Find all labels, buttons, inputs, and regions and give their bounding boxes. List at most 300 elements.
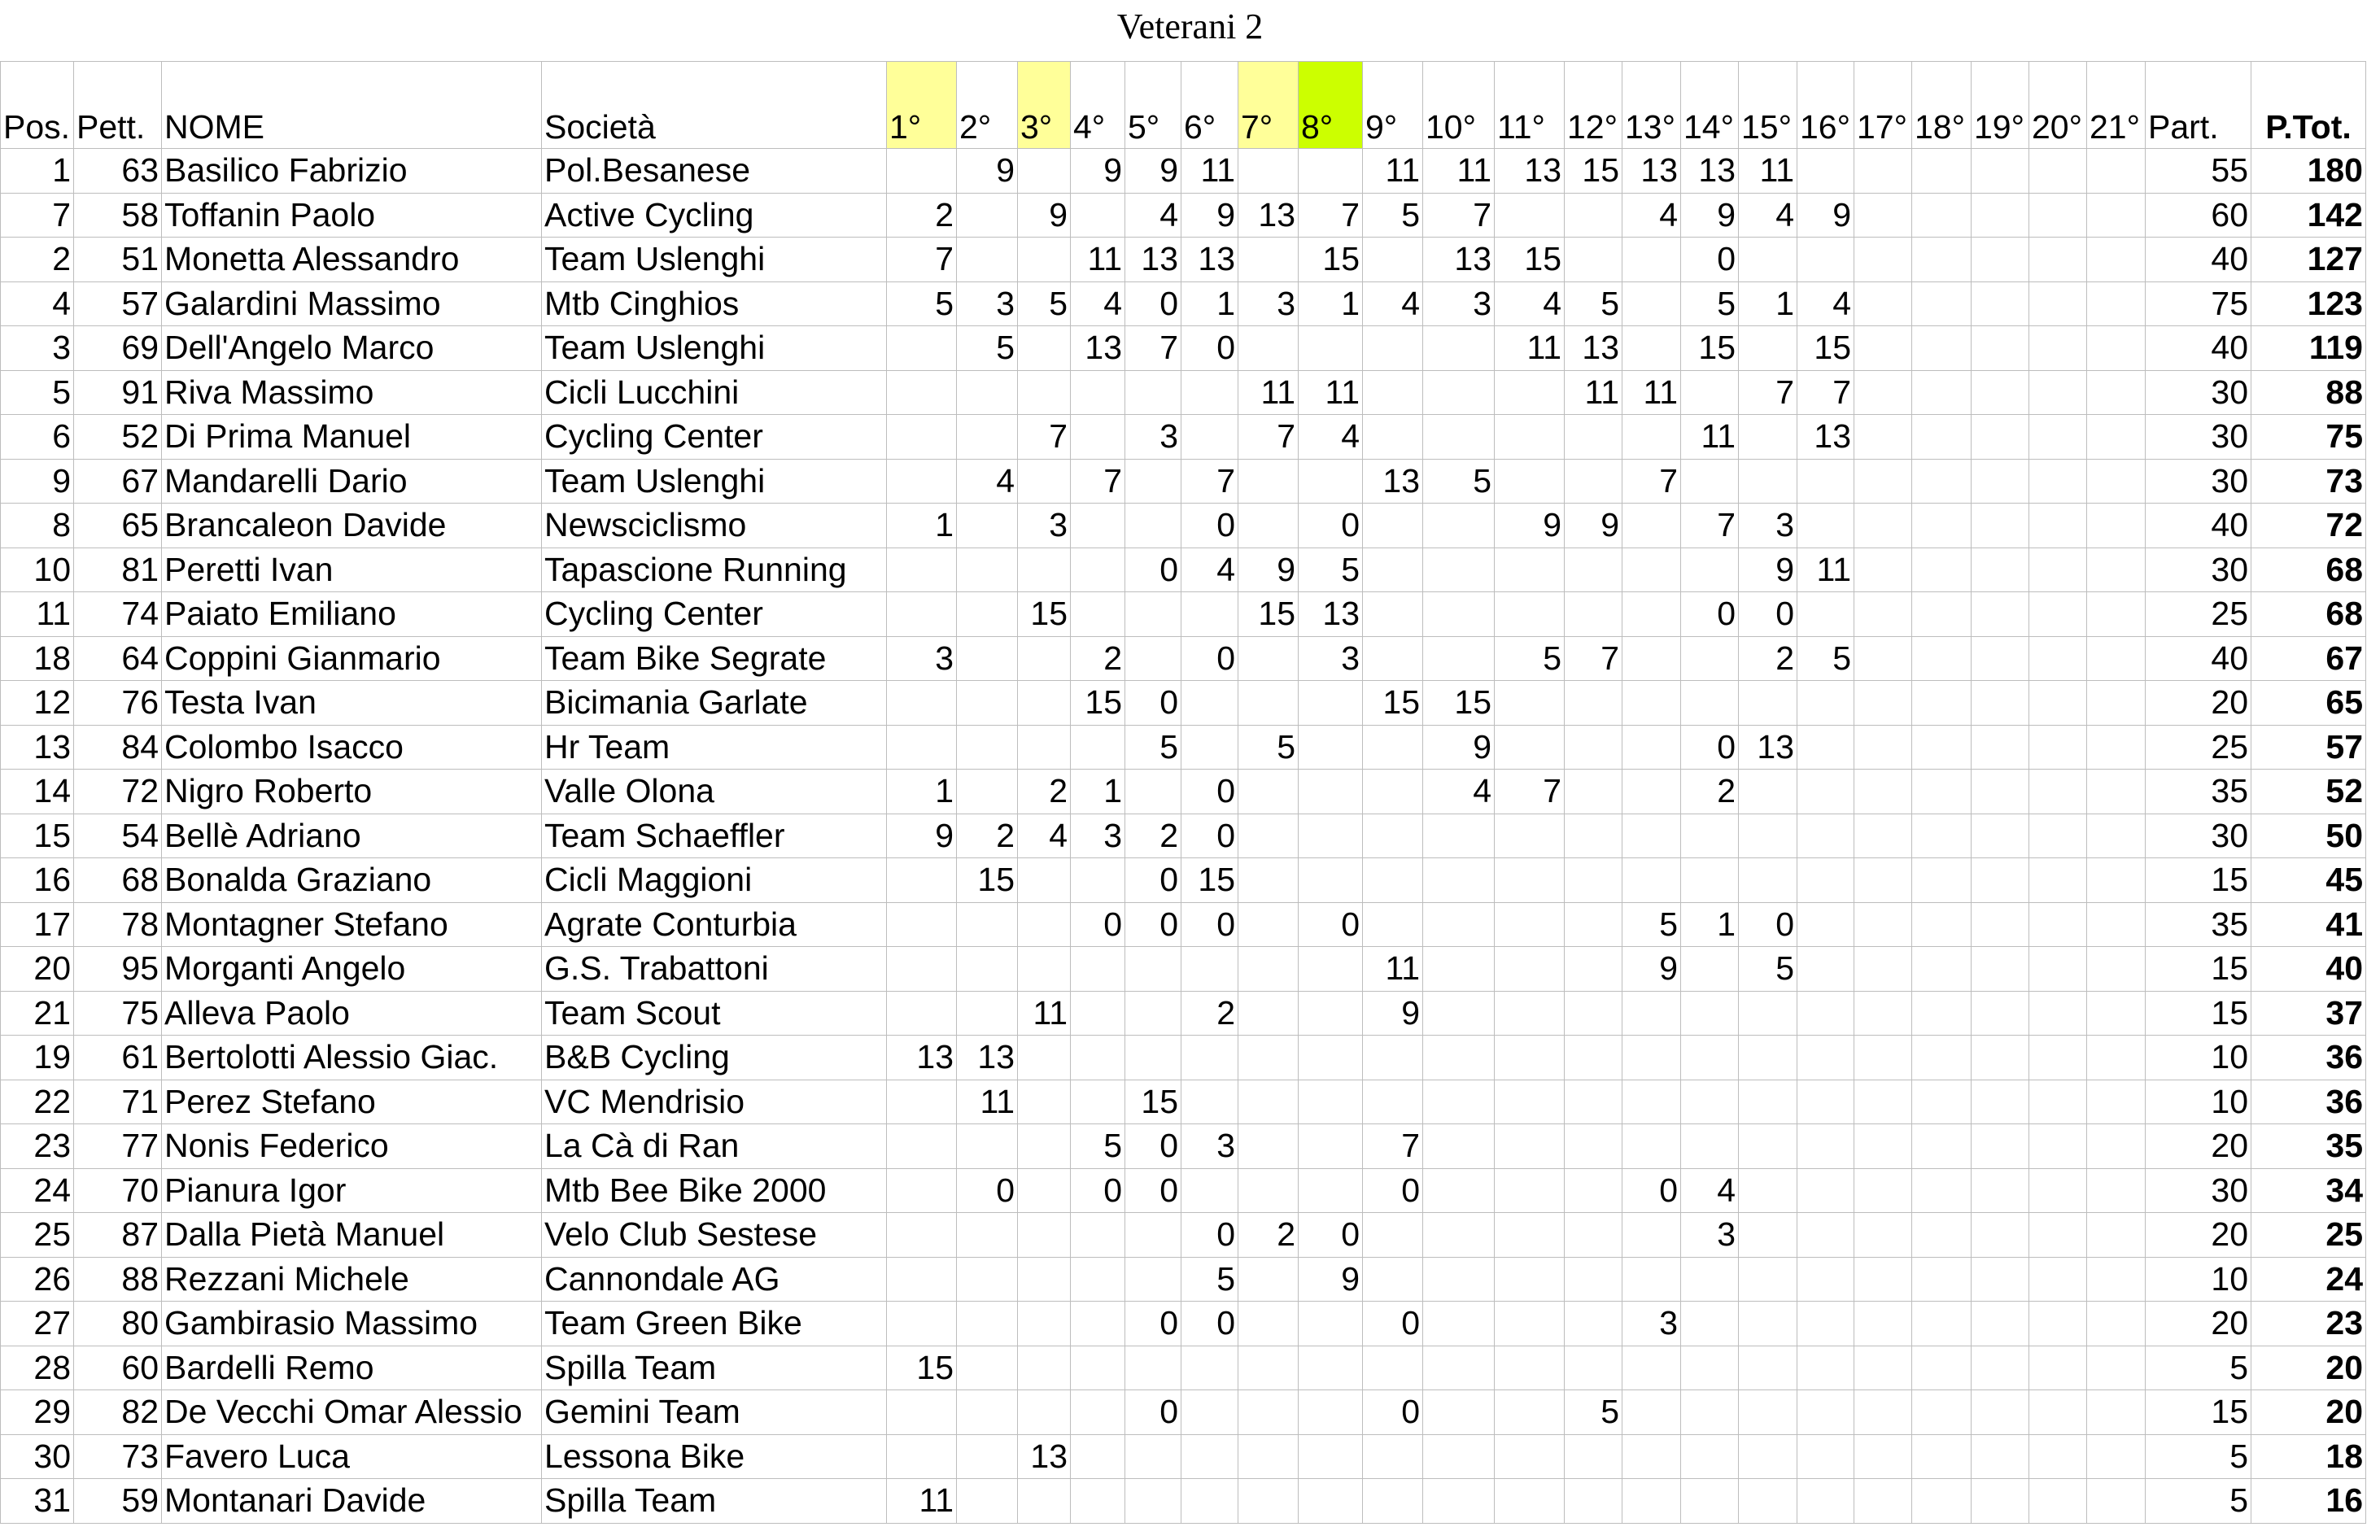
total-points-cell: 34 — [2251, 1168, 2366, 1213]
total-points-cell: 180 — [2251, 149, 2366, 194]
table-cell — [1681, 1479, 1739, 1524]
table-cell — [1299, 1390, 1363, 1435]
table-row — [1, 1434, 2366, 1479]
table-cell — [1363, 636, 1423, 681]
column-header: 9° — [1363, 62, 1423, 149]
table-cell — [1912, 149, 1972, 194]
table-cell — [1681, 1346, 1739, 1390]
table-cell — [1912, 1257, 1972, 1302]
table-cell — [2087, 725, 2146, 770]
table-cell: 11 — [1363, 947, 1423, 992]
table-cell — [1125, 770, 1181, 814]
table-cell — [1071, 1479, 1125, 1524]
table-cell — [1622, 1124, 1681, 1169]
table-cell — [1797, 858, 1854, 903]
table-cell — [1854, 238, 1912, 282]
table-cell: 27 — [1, 1302, 74, 1346]
table-cell: 2 — [1181, 991, 1238, 1036]
table-row — [1, 636, 2366, 681]
table-cell: 1 — [887, 770, 957, 814]
table-cell — [1972, 858, 2029, 903]
table-cell — [1495, 1036, 1565, 1080]
table-cell — [1238, 1257, 1299, 1302]
table-cell — [2087, 415, 2146, 460]
table-cell — [2029, 149, 2087, 194]
table-cell — [1972, 592, 2029, 637]
table-cell — [1912, 281, 1972, 326]
table-cell — [1125, 1213, 1181, 1258]
table-cell — [957, 238, 1018, 282]
table-cell — [1912, 193, 1972, 238]
table-cell: 0 — [1181, 636, 1238, 681]
table-cell: 0 — [1125, 1124, 1181, 1169]
table-cell — [2029, 902, 2087, 947]
standings-table — [0, 61, 2366, 1524]
table-cell — [1739, 1346, 1797, 1390]
table-cell — [1912, 370, 1972, 415]
rider-name-cell: Favero Luca — [162, 1434, 542, 1479]
table-cell — [1181, 1036, 1238, 1080]
rider-name-cell: Mandarelli Dario — [162, 459, 542, 504]
table-cell — [1854, 725, 1912, 770]
table-cell: 5 — [1565, 1390, 1622, 1435]
table-cell — [2029, 238, 2087, 282]
table-cell: 1 — [1, 149, 74, 194]
table-row — [1, 326, 2366, 371]
table-cell — [1912, 1302, 1972, 1346]
table-cell: 61 — [74, 1036, 162, 1080]
table-cell — [1797, 725, 1854, 770]
table-cell: 3 — [1, 326, 74, 371]
table-cell — [1912, 548, 1972, 592]
table-cell — [1972, 281, 2029, 326]
table-cell — [1972, 238, 2029, 282]
table-cell: 15 — [1299, 238, 1363, 282]
table-cell — [887, 681, 957, 726]
table-cell — [1622, 1257, 1681, 1302]
table-cell — [1912, 814, 1972, 858]
table-cell — [887, 459, 957, 504]
table-cell — [1972, 902, 2029, 947]
table-cell — [957, 504, 1018, 548]
table-cell — [1565, 1346, 1622, 1390]
table-cell — [957, 415, 1018, 460]
table-cell: 4 — [1495, 281, 1565, 326]
table-cell — [1912, 1390, 1972, 1435]
team-cell: Team Uslenghi — [542, 326, 887, 371]
table-cell — [1363, 1257, 1423, 1302]
table-cell: 11 — [1238, 370, 1299, 415]
table-cell: 7 — [1125, 326, 1181, 371]
table-cell — [887, 1390, 957, 1435]
table-cell — [1363, 1346, 1423, 1390]
table-cell: 5 — [957, 326, 1018, 371]
table-row — [1, 1346, 2366, 1390]
total-points-cell: 57 — [2251, 725, 2366, 770]
table-row — [1, 149, 2366, 194]
team-cell: Team Schaeffler — [542, 814, 887, 858]
table-cell — [2029, 725, 2087, 770]
column-header: 15° — [1739, 62, 1797, 149]
table-cell: 13 — [1181, 238, 1238, 282]
table-cell — [1854, 1302, 1912, 1346]
team-cell: Cycling Center — [542, 592, 887, 637]
table-cell — [957, 548, 1018, 592]
table-cell — [1854, 947, 1912, 992]
table-cell — [1071, 1302, 1125, 1346]
table-cell — [1423, 858, 1495, 903]
table-cell — [1797, 1302, 1854, 1346]
table-cell — [1495, 459, 1565, 504]
table-cell — [887, 858, 957, 903]
table-cell: 13 — [1739, 725, 1797, 770]
rider-name-cell: Nigro Roberto — [162, 770, 542, 814]
table-cell — [1495, 415, 1565, 460]
table-cell: 28 — [1, 1346, 74, 1390]
total-points-cell: 88 — [2251, 370, 2366, 415]
table-cell — [2087, 370, 2146, 415]
table-cell: 13 — [1363, 459, 1423, 504]
table-cell — [1854, 1168, 1912, 1213]
table-cell — [1423, 1168, 1495, 1213]
column-header: 17° — [1854, 62, 1912, 149]
table-cell — [2087, 592, 2146, 637]
team-cell: Team Green Bike — [542, 1302, 887, 1346]
table-cell — [1181, 1479, 1238, 1524]
table-cell — [1797, 1213, 1854, 1258]
table-cell — [1972, 1346, 2029, 1390]
table-cell — [1071, 725, 1125, 770]
table-cell: 88 — [74, 1257, 162, 1302]
table-cell — [1495, 725, 1565, 770]
table-cell: 7 — [1238, 415, 1299, 460]
table-cell — [1125, 947, 1181, 992]
header-row — [1, 62, 2366, 149]
table-row — [1, 947, 2366, 992]
table-cell — [1912, 858, 1972, 903]
table-cell — [2029, 636, 2087, 681]
table-cell: 70 — [74, 1168, 162, 1213]
table-cell — [957, 592, 1018, 637]
table-cell — [1622, 238, 1681, 282]
column-header: 12° — [1565, 62, 1622, 149]
table-cell — [1423, 548, 1495, 592]
table-cell: 52 — [74, 415, 162, 460]
table-cell — [1423, 636, 1495, 681]
table-cell: 13 — [1018, 1434, 1071, 1479]
table-cell: 15 — [1, 814, 74, 858]
table-cell — [1565, 814, 1622, 858]
total-points-cell: 37 — [2251, 991, 2366, 1036]
table-cell: 3 — [1125, 415, 1181, 460]
table-cell — [1363, 370, 1423, 415]
table-cell — [1495, 1257, 1565, 1302]
table-cell — [1071, 947, 1125, 992]
table-cell: 5 — [1495, 636, 1565, 681]
table-cell: 15 — [1423, 681, 1495, 726]
table-cell — [1071, 193, 1125, 238]
team-cell: Cicli Lucchini — [542, 370, 887, 415]
table-cell: 10 — [1, 548, 74, 592]
table-cell — [1739, 770, 1797, 814]
table-cell: 13 — [1238, 193, 1299, 238]
table-row — [1, 681, 2366, 726]
table-cell — [1495, 1168, 1565, 1213]
table-cell — [1125, 1257, 1181, 1302]
table-row — [1, 814, 2366, 858]
table-cell — [1238, 814, 1299, 858]
table-cell: 15 — [1565, 149, 1622, 194]
table-cell — [1299, 991, 1363, 1036]
table-cell — [1854, 1479, 1912, 1524]
table-cell — [1363, 814, 1423, 858]
rider-name-cell: Paiato Emiliano — [162, 592, 542, 637]
table-cell — [1681, 459, 1739, 504]
table-cell — [1495, 902, 1565, 947]
table-cell: 0 — [1739, 592, 1797, 637]
team-cell: Pol.Besanese — [542, 149, 887, 194]
table-cell: 0 — [1071, 1168, 1125, 1213]
table-cell — [1423, 1213, 1495, 1258]
table-cell — [1565, 1168, 1622, 1213]
table-cell — [1912, 504, 1972, 548]
table-cell: 12 — [1, 681, 74, 726]
rider-name-cell: Di Prima Manuel — [162, 415, 542, 460]
table-cell — [957, 1479, 1018, 1524]
total-points-cell: 25 — [2251, 1213, 2366, 1258]
table-cell: 9 — [1423, 725, 1495, 770]
table-cell — [1565, 770, 1622, 814]
table-cell — [1423, 1479, 1495, 1524]
table-cell — [1299, 770, 1363, 814]
table-cell — [887, 370, 957, 415]
column-header: 10° — [1423, 62, 1495, 149]
table-cell — [1972, 1390, 2029, 1435]
table-cell: 11 — [1, 592, 74, 637]
table-cell: 9 — [1797, 193, 1854, 238]
table-cell — [1681, 636, 1739, 681]
table-row — [1, 1168, 2366, 1213]
table-cell — [1071, 415, 1125, 460]
table-cell: 0 — [1299, 1213, 1363, 1258]
table-cell — [1018, 1390, 1071, 1435]
table-cell — [2029, 1479, 2087, 1524]
table-cell — [1018, 1302, 1071, 1346]
table-cell — [1299, 725, 1363, 770]
table-cell — [1299, 681, 1363, 726]
rider-name-cell: Bellè Adriano — [162, 814, 542, 858]
table-cell — [1681, 947, 1739, 992]
table-cell — [1018, 1124, 1071, 1169]
table-cell — [1238, 770, 1299, 814]
table-cell — [1018, 1346, 1071, 1390]
table-cell — [1912, 415, 1972, 460]
table-cell — [1363, 415, 1423, 460]
table-cell: 0 — [1739, 902, 1797, 947]
table-cell — [1622, 991, 1681, 1036]
table-cell: 3 — [1181, 1124, 1238, 1169]
table-cell — [1854, 636, 1912, 681]
table-cell: 73 — [74, 1434, 162, 1479]
table-cell: 3 — [957, 281, 1018, 326]
table-cell — [887, 1124, 957, 1169]
table-cell — [1565, 1080, 1622, 1124]
table-cell — [2029, 1036, 2087, 1080]
table-cell — [1181, 1346, 1238, 1390]
table-cell: 87 — [74, 1213, 162, 1258]
table-cell — [2087, 193, 2146, 238]
table-cell — [1181, 725, 1238, 770]
table-cell — [2087, 636, 2146, 681]
table-cell: 11 — [1018, 991, 1071, 1036]
table-cell — [1622, 281, 1681, 326]
table-cell: 21 — [1, 991, 74, 1036]
table-row — [1, 1080, 2366, 1124]
table-cell: 0 — [1125, 902, 1181, 947]
table-cell — [1854, 548, 1912, 592]
table-cell — [1622, 1434, 1681, 1479]
table-cell: 91 — [74, 370, 162, 415]
table-cell — [1071, 858, 1125, 903]
table-cell — [2087, 1168, 2146, 1213]
table-cell — [1972, 1479, 2029, 1524]
table-cell — [1797, 947, 1854, 992]
table-cell: 9 — [1363, 991, 1423, 1036]
table-cell — [1972, 459, 2029, 504]
table-cell — [1681, 1036, 1739, 1080]
table-cell: 0 — [1181, 326, 1238, 371]
table-cell — [1299, 858, 1363, 903]
table-cell: 0 — [1125, 1302, 1181, 1346]
table-cell — [2029, 1124, 2087, 1169]
table-cell — [1739, 1213, 1797, 1258]
table-cell: 5 — [887, 281, 957, 326]
column-header: 13° — [1622, 62, 1681, 149]
table-cell — [1495, 1479, 1565, 1524]
team-cell: Velo Club Sestese — [542, 1213, 887, 1258]
rider-name-cell: Galardini Massimo — [162, 281, 542, 326]
rider-name-cell: Nonis Federico — [162, 1124, 542, 1169]
table-cell — [1739, 326, 1797, 371]
table-cell: 72 — [74, 770, 162, 814]
total-points-cell: 24 — [2251, 1257, 2366, 1302]
total-points-cell: 73 — [2251, 459, 2366, 504]
table-cell — [1565, 193, 1622, 238]
table-cell: 3 — [1018, 504, 1071, 548]
table-cell: 15 — [1181, 858, 1238, 903]
table-cell — [1912, 947, 1972, 992]
team-cell: Bicimania Garlate — [542, 681, 887, 726]
table-cell — [887, 1080, 957, 1124]
table-cell — [1238, 1390, 1299, 1435]
table-row — [1, 415, 2366, 460]
table-cell: 11 — [1181, 149, 1238, 194]
table-cell — [1423, 1390, 1495, 1435]
table-cell: 13 — [1622, 149, 1681, 194]
table-cell: 5 — [1, 370, 74, 415]
table-cell — [887, 1257, 957, 1302]
table-cell — [1972, 636, 2029, 681]
table-cell: 26 — [1, 1257, 74, 1302]
table-cell: 82 — [74, 1390, 162, 1435]
table-cell — [1622, 415, 1681, 460]
table-cell — [1739, 1168, 1797, 1213]
team-cell: Tapascione Running — [542, 548, 887, 592]
column-header: Pett. — [74, 62, 162, 149]
table-cell: 13 — [1071, 326, 1125, 371]
table-cell — [1299, 459, 1363, 504]
table-cell — [2087, 947, 2146, 992]
table-cell: 71 — [74, 1080, 162, 1124]
table-cell: 35 — [2146, 902, 2251, 947]
table-cell — [2087, 1434, 2146, 1479]
table-cell — [1972, 193, 2029, 238]
table-cell — [1495, 1346, 1565, 1390]
table-cell: 1 — [1299, 281, 1363, 326]
table-cell: 77 — [74, 1124, 162, 1169]
table-cell — [2087, 1036, 2146, 1080]
rider-name-cell: Montanari Davide — [162, 1479, 542, 1524]
table-cell — [1972, 1302, 2029, 1346]
table-cell — [2029, 814, 2087, 858]
table-cell — [1495, 1080, 1565, 1124]
table-cell — [1681, 991, 1739, 1036]
table-cell — [1565, 238, 1622, 282]
table-cell — [1739, 1302, 1797, 1346]
table-cell: 4 — [1018, 814, 1071, 858]
table-cell: 7 — [1739, 370, 1797, 415]
table-cell: 9 — [1565, 504, 1622, 548]
table-cell — [2029, 947, 2087, 992]
table-cell: 25 — [2146, 725, 2251, 770]
table-cell — [2087, 1479, 2146, 1524]
total-points-cell: 68 — [2251, 548, 2366, 592]
table-row — [1, 193, 2366, 238]
table-cell: 0 — [1125, 858, 1181, 903]
table-cell: 3 — [1238, 281, 1299, 326]
table-cell: 0 — [1622, 1168, 1681, 1213]
table-cell — [1071, 1346, 1125, 1390]
table-cell — [2087, 1346, 2146, 1390]
table-cell — [1912, 681, 1972, 726]
table-cell — [1854, 193, 1912, 238]
team-cell: G.S. Trabattoni — [542, 947, 887, 992]
table-cell — [1018, 1080, 1071, 1124]
table-cell: 13 — [1299, 592, 1363, 637]
rider-name-cell: Coppini Gianmario — [162, 636, 542, 681]
table-cell — [1181, 947, 1238, 992]
table-cell — [2029, 326, 2087, 371]
table-cell: 4 — [1299, 415, 1363, 460]
column-header: 4° — [1071, 62, 1125, 149]
table-cell — [1565, 902, 1622, 947]
team-cell: Team Uslenghi — [542, 459, 887, 504]
table-cell — [1972, 1168, 2029, 1213]
table-cell — [1972, 1213, 2029, 1258]
table-cell — [1238, 1124, 1299, 1169]
table-cell — [1363, 1080, 1423, 1124]
table-cell: 15 — [2146, 991, 2251, 1036]
table-cell — [1071, 1213, 1125, 1258]
table-cell — [1972, 415, 2029, 460]
table-cell — [1622, 858, 1681, 903]
table-cell — [1972, 1080, 2029, 1124]
table-cell — [1912, 1124, 1972, 1169]
total-points-cell: 65 — [2251, 681, 2366, 726]
table-cell: 40 — [2146, 636, 2251, 681]
table-cell: 15 — [1797, 326, 1854, 371]
table-cell — [2087, 548, 2146, 592]
